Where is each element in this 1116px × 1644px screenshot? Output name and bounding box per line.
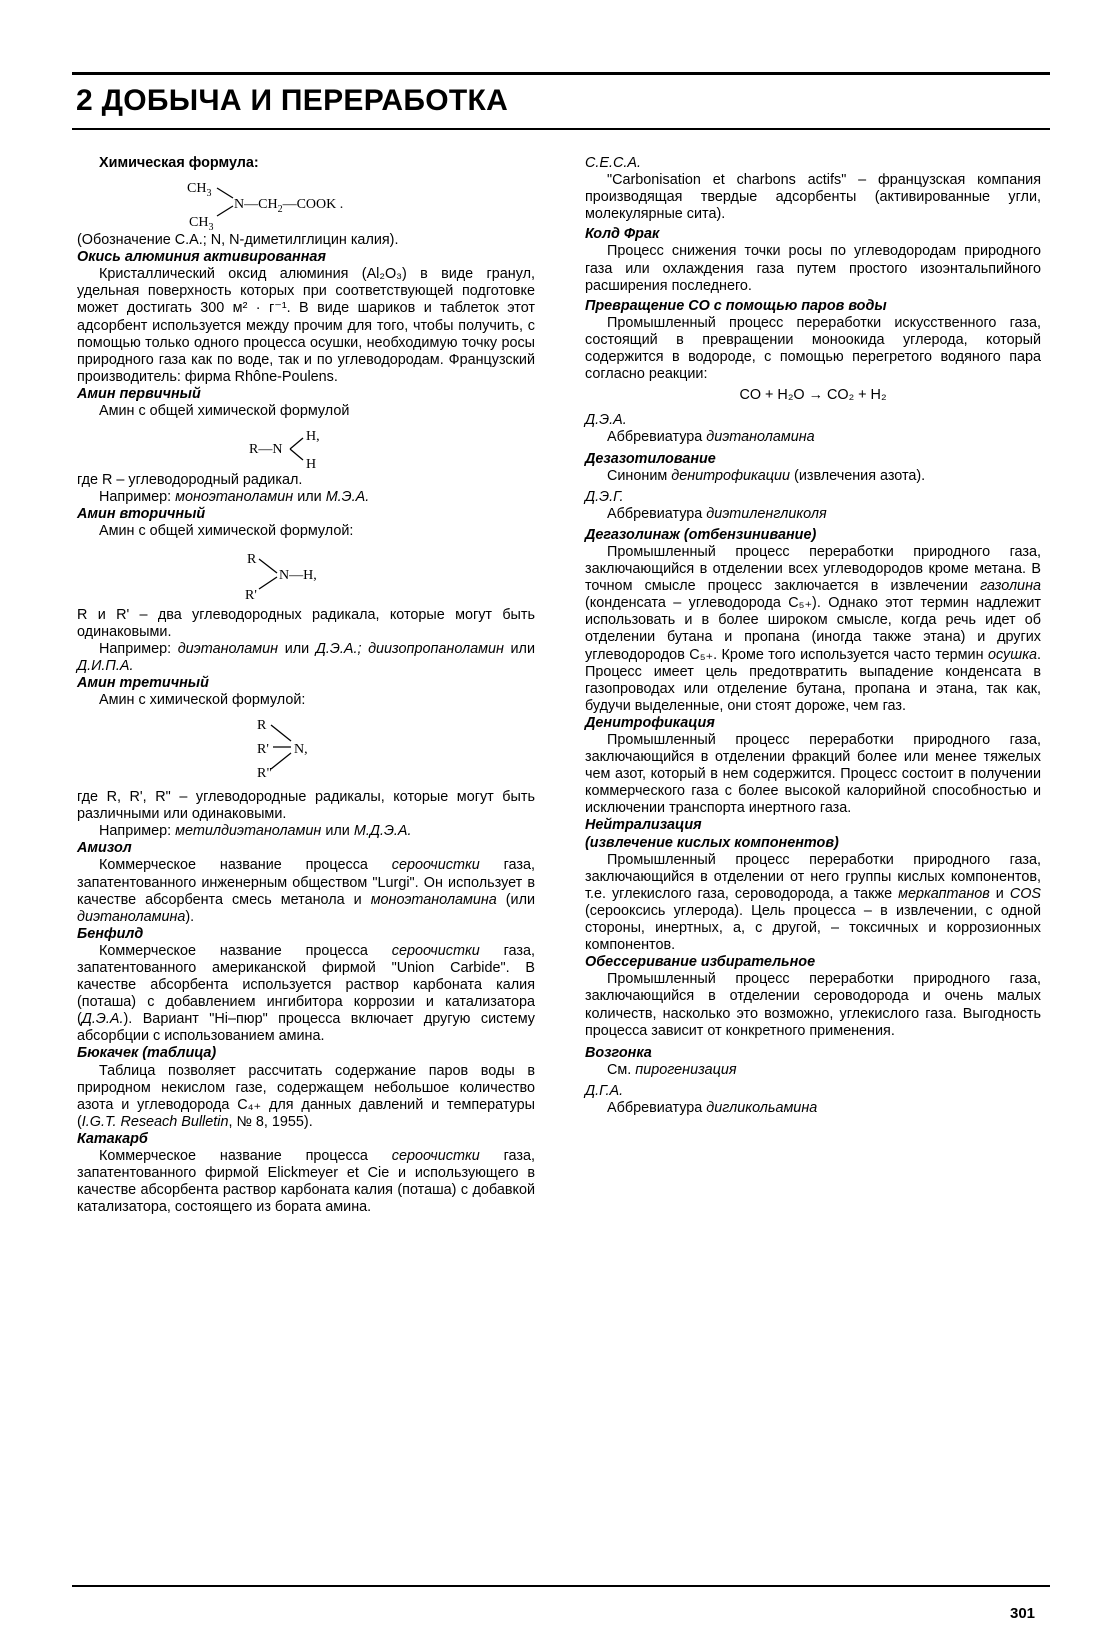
amisol-text (77, 857, 535, 925)
term-link: диэтаноламина (706, 429, 815, 446)
term-deazotization: Дезазотилование (585, 450, 716, 467)
formula-tertiary-amine (77, 709, 497, 789)
term-cold-frac: Колд Фрак (585, 226, 660, 243)
text-run: газа, запатентованного американской фирмой "Union Carbide". В качестве абсорбента используется раствор карбоната калия (поташа) с добавлением ингибитора коррозии и катализатора ( (77, 942, 535, 1028)
term-primary-amine: Амин первичный (77, 385, 201, 402)
text-run: Промышленный процесс переработки природного газа, заключающийся в отделении всех углеводородов кроме метана. В точном смысле процесс заключается в извлечении (585, 543, 1041, 595)
secondary-amine-where: R и R' – два углеводородных радикала, которые могут быть одинаковыми. (77, 606, 535, 640)
formula3-nh: N—H, (279, 567, 317, 583)
co-shift-equation: CO + H₂O → CO₂ + H₂ (739, 387, 887, 404)
text-run: Аббревиатура (607, 429, 707, 446)
formula-ch3-top: $CH_3$ (187, 181, 212, 200)
text-run: , № 8, 1955). (228, 1113, 313, 1130)
catacarb-text (77, 1148, 535, 1216)
term-deg: Д.Э.Г. (585, 488, 624, 505)
secondary-amine-example (77, 641, 535, 675)
header-rule (72, 72, 1050, 75)
text-run: Коммерческое название процесса (99, 942, 392, 959)
term-link: диэтаноламина (77, 908, 186, 925)
term-link: сероочистки (391, 942, 480, 959)
tertiary-amine-text: Амин с химической формулой: (99, 691, 306, 708)
term-alumina: Окись алюминия активированная (77, 249, 326, 266)
term-link: сероочистки (391, 857, 480, 874)
formula2-h-top: H, (306, 429, 320, 445)
formula4-r: R (257, 718, 267, 734)
tertiary-amine-example (77, 823, 535, 840)
text-run: газа, запатентованного инженерным обществом "Lurgi". Он использует в качестве абсорбента смесь метанола и (77, 857, 535, 908)
term-co-shift: Превращение CO с помощью паров воды (585, 297, 887, 314)
term-link: пирогенизация (635, 1061, 737, 1078)
term-dga: Д.Г.А. (585, 1082, 624, 1099)
term-denitrofication: Денитрофикация (585, 714, 715, 731)
term-bukachek: Бюкачек (таблица) (77, 1045, 217, 1062)
term-link: моноэтаноламина (370, 891, 497, 908)
term-dea: Д.Э.А. (585, 412, 627, 429)
term-link: дигликольамина (706, 1099, 818, 1116)
term-link: М.Д.Э.А. (353, 823, 412, 840)
text-run: (конденсата – углеводорода C₅₊). Однако этот термин надлежит использовать и в более широком смысле, когда речь идет об отделении бутана и пропана (иногда также этана) и других углеводородов C₅₊. Кроме того используется часто термин (585, 595, 1041, 663)
tertiary-amine-where: где R, R', R" – углеводородные радикалы, которые могут быть различными или одинаковыми. (77, 789, 535, 823)
term-link: Д.И.П.А. (77, 657, 134, 674)
deazotization-text (585, 468, 1041, 485)
term-link: метилдиэтаноламин (175, 823, 322, 840)
example-lead: Например: (99, 823, 176, 840)
example-lead: Например: (99, 489, 176, 506)
term-link: М.Э.А. (325, 489, 370, 506)
formula4-r2: R" (257, 766, 273, 782)
ceca-text: "Carbonisation et charbons actifs" – французская компания производящая твердые адсорбенты (активированные угли, молекулярные сита). (585, 172, 1041, 223)
term-link: газолина (980, 578, 1041, 595)
term-link: диизопропаноламин (368, 640, 504, 657)
text-run: (или (496, 891, 536, 908)
term-ceca: C.E.C.A. (585, 155, 641, 171)
vozgonka-text (585, 1062, 1041, 1079)
dea-text (585, 429, 1041, 446)
formula3-r: R (247, 551, 257, 567)
benfield-text (77, 943, 535, 1046)
term-link: меркаптанов (898, 885, 990, 902)
formula-dimethylglycine (77, 172, 497, 232)
chapter-title: 2 ДОБЫЧА И ПЕРЕРАБОТКА (76, 84, 509, 117)
text-run: Таблица позволяет рассчитать содержание паров воды в природном некислом газе, содержащем небольшое количество азота и углеводорода C₄₊ для данных давлений и температуры ( (77, 1062, 535, 1130)
text-run: См. (607, 1061, 636, 1078)
text-run: Коммерческое название процесса (99, 857, 392, 874)
term-amisol: Амизол (77, 840, 132, 857)
term-link: сероочистки (391, 1148, 480, 1165)
chem-label: Химическая формула: (99, 155, 259, 171)
formula-chain: $N—CH_2—COOK$ . (234, 197, 344, 216)
formula3-r2: R' (245, 587, 257, 603)
example-or: или (293, 489, 326, 506)
co-shift-text: Промышленный процесс переработки искусственного газа, состоящий в превращении моноокида углерода, который содержится в водороде, с помощью перегретого водяного пара согласно реакции: (585, 314, 1041, 383)
term-neutralization-sub: (извлечение кислых компонентов) (585, 834, 839, 851)
formula2-h-bottom: H (306, 457, 317, 473)
term-link: денитрофикации (671, 467, 791, 484)
dga-text (585, 1100, 1041, 1117)
page-number: 301 (1010, 1605, 1036, 1622)
term-degasolinage: Дегазолинаж (отбензинивание) (585, 526, 817, 543)
neutralization-text (585, 852, 1041, 955)
term-link: Д.Э.А.; (315, 640, 362, 657)
bukachek-text (77, 1063, 535, 1131)
text-run: газа, запатентованного фирмой Elickmeyer et Cie и использующего в качестве абсорбента раствор карбоната калия (поташа) с добавкой катализатора, состоящего из бората амина. (77, 1148, 535, 1216)
term-selective-desulfurization: Обессеривание избирательное (585, 954, 816, 971)
text-run: (серооксись углерода). Цель процесса – в извлечении, с одной стороны, инертных, а, с другой, – токсичных и коррозионных компонентов. (585, 902, 1041, 954)
term-link: моноэтаноламин (175, 489, 294, 506)
formula4-r1: R' (257, 742, 269, 758)
selective-desulfurization-text: Промышленный процесс переработки природного газа, заключающийся в отделении сероводорода и очень малых количеств, насколько это возможно, углекислого газа. Выгодность процесса зависит от конкретного применения. (585, 971, 1041, 1039)
formula-ch3-bottom: $CH_3$ (189, 215, 214, 233)
right-column (585, 155, 1041, 1117)
text-run: Синоним (607, 467, 672, 484)
term-benfield: Бенфилд (77, 925, 144, 942)
deg-text (585, 506, 1041, 523)
text-run: и (989, 885, 1010, 902)
header-underline (72, 128, 1050, 130)
text-run: Коммерческое название процесса (99, 1148, 392, 1165)
footer-rule (72, 1585, 1050, 1587)
formula1-note: (Обозначение С.А.; N, N-диметилглицин калия). (77, 232, 399, 249)
term-link: диэтиленгликоля (706, 505, 827, 522)
left-column (77, 155, 535, 1216)
primary-amine-text: Амин с общей химической формулой (99, 403, 350, 420)
term-vozgonka: Возгонка (585, 1044, 652, 1061)
text-run: (извлечения азота). (790, 467, 926, 484)
text-run: ). (185, 908, 195, 925)
formula4-n: N, (294, 742, 308, 758)
primary-amine-where: где R – углеводородный радикал. (77, 472, 303, 489)
term-link: осушка (988, 646, 1037, 663)
term-catacarb: Катакарб (77, 1130, 148, 1147)
example-or: или (321, 823, 354, 840)
denitrofication-text: Промышленный процесс переработки природного газа, заключающийся в отделении фракций более или менее тяжелых чем азот, который в нем содержится. Процесс состоит в получении коммерческого газа с более высокой калорийной способностью и исключении транспорта инертного газа. (585, 732, 1041, 817)
formula-secondary-amine (77, 541, 497, 607)
example-or: или (503, 640, 535, 657)
text-run: . Процесс имеет цель предотвратить выпадение конденсата в газопроводах или отделение бутана, пропана и этана, так как, будучи выделенные, они стоят дороже, чем газ. (585, 646, 1041, 714)
secondary-amine-text: Амин с общей химической формулой: (99, 523, 354, 540)
term-neutralization: Нейтрализация (585, 817, 702, 834)
term-link: Д.Э.А. (81, 1011, 124, 1028)
term-link: I.G.T. Reseach Bulletin (81, 1113, 229, 1130)
term-secondary-amine: Амин вторичный (77, 506, 206, 523)
term-link: диэтаноламин (177, 640, 279, 657)
text-run: Аббревиатура (607, 505, 707, 522)
formula2-rn: R—N (249, 442, 283, 458)
term-tertiary-amine: Амин третичный (77, 674, 209, 691)
alumina-text: Кристаллический оксид алюминия (Al₂O₃) в виде гранул, удельная поверхность которых при соответствующей подготовке может достигать 300 м² · г⁻¹. В виде шариков и таблеток этот адсорбент используется между прочим для того, чтобы получить, с помощью только одного процесса осушки, необходимую точку росы природного газа как по воде, так и по углеводородам. Французский производитель: фирма Rhône-Poulens. (77, 266, 535, 385)
cold-frac-text: Процесс снижения точки росы по углеводородам природного газа или охлаждения газа путем простого изоэнтальпийного расширения последнего. (585, 243, 1041, 294)
example-or: или (278, 640, 316, 657)
example-lead: Например: (99, 640, 178, 657)
text-run: Промышленный процесс переработки природного газа, заключающийся в отделении от него группы кислых компонентов, т.е. углекислого газа, сероводорода, а также (585, 851, 1041, 902)
primary-amine-example (77, 489, 535, 506)
degasolinage-text (585, 544, 1041, 715)
formula-primary-amine (77, 420, 497, 472)
text-run: ). Вариант "Hi–пюр" процесса включает другую систему абсорбции с использованием амина. (77, 1011, 535, 1045)
text-run: Аббревиатура (607, 1099, 707, 1116)
term-link: COS (1009, 885, 1041, 902)
